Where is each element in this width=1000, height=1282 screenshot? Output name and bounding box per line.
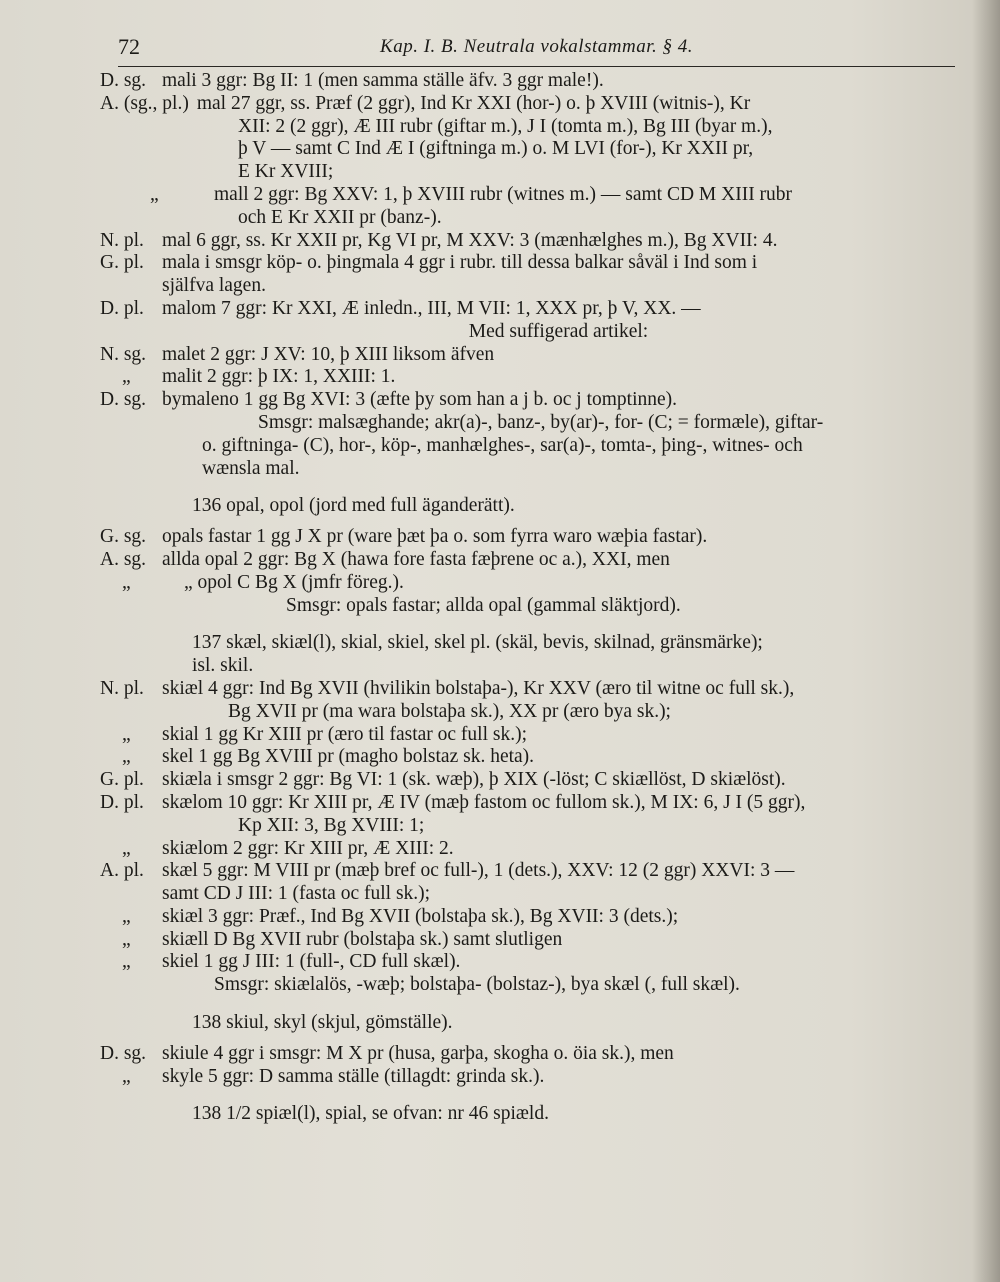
line-text: skel 1 gg Bg XVIII pr (magho bolstaz sk. heta). — [162, 746, 535, 768]
line-text: mali 3 ggr: Bg II: 1 (men samma ställe äfv. 3 ggr male!). — [162, 70, 604, 91]
page-body — [100, 70, 955, 1134]
entry-line — [100, 572, 955, 595]
entry-line — [100, 549, 955, 572]
entry-line — [100, 275, 955, 298]
entry-line — [100, 207, 955, 230]
line-text: 137 skæl, skiæl(l), skial, skiel, skel pl. (skäl, bevis, skilnad, gränsmärke); — [192, 632, 763, 654]
entry-line — [100, 184, 955, 207]
line-text: skælom 10 ggr: Kr XIII pr, Æ IV (mæþ fastom oc fullom sk.), M IX: 6, J I (5 ggr), — [162, 791, 806, 813]
case-label: N. sg. — [100, 343, 147, 365]
case-label: A. pl. — [100, 860, 144, 882]
ditto-mark: „ — [122, 1065, 131, 1087]
case-label: N. pl. — [100, 677, 144, 699]
line-text: skiæl 3 ggr: Præf., Ind Bg XVII (bolstaþa sk.), Bg XVII: 3 (dets.); — [162, 905, 679, 927]
entry-line — [100, 746, 955, 769]
section-subheading — [100, 321, 955, 344]
line-text: 136 opal, opol (jord med full äganderätt). — [192, 495, 515, 517]
case-label: N. pl. — [100, 229, 144, 251]
line-text: isl. skil. — [192, 655, 254, 677]
entry-line — [100, 792, 955, 815]
entry-line — [100, 389, 955, 412]
case-label: D. sg. — [100, 70, 147, 91]
line-text: Smsgr: opals fastar; allda opal (gammal släktjord). — [286, 594, 681, 616]
ditto-mark: „ — [122, 905, 131, 927]
line-text: skial 1 gg Kr XIII pr (æro til fastar oc full sk.); — [162, 723, 527, 745]
ditto-mark: „ — [122, 366, 131, 388]
line-text: „ opol C Bg X (jmfr föreg.). — [184, 571, 404, 593]
line-text: bymaleno 1 gg Bg XVI: 3 (æfte þy som han a j b. oc j tomptinne). — [162, 389, 678, 411]
line-text: skiule 4 ggr i smsgr: M X pr (husa, garþa, skogha o. öia sk.), men — [162, 1042, 674, 1064]
entry-line — [100, 860, 955, 883]
entry-line — [100, 526, 955, 549]
line-text: samt CD J III: 1 (fasta oc full sk.); — [162, 883, 431, 905]
entry-line — [100, 815, 955, 838]
ditto-mark: „ — [122, 951, 131, 973]
case-label: G. pl. — [100, 769, 144, 791]
case-label: D. pl. — [100, 297, 144, 319]
entry-line — [100, 701, 955, 724]
headword-138-half — [100, 1103, 955, 1126]
entry-line — [100, 769, 955, 792]
line-text: þ V — samt C Ind Æ I (giftninga m.) o. M LVI (for-), Kr XXII pr, — [238, 138, 754, 160]
line-text: skiæl 4 ggr: Ind Bg XVII (hvilikin bolstaþa-), Kr XXV (æro til witne oc full sk.), — [162, 677, 795, 699]
ditto-mark: „ — [150, 183, 159, 205]
entry-line — [100, 655, 955, 678]
line-text: E Kr XVIII; — [238, 161, 334, 183]
line-text: mala i smsgr köp- o. þingmala 4 ggr i rubr. till dessa balkar såväl i Ind som i — [162, 252, 758, 274]
line-text: XII: 2 (2 ggr), Æ III rubr (giftar m.), J I (tomta m.), Bg III (byar m.), — [238, 115, 773, 137]
case-label: G. pl. — [100, 252, 144, 274]
entry-line — [100, 906, 955, 929]
entry-line — [100, 298, 955, 321]
entry-line — [100, 412, 955, 435]
entry-line — [100, 435, 955, 458]
line-text: allda opal 2 ggr: Bg X (hawa fore fasta fæþrene oc a.), XXI, men — [162, 548, 670, 570]
line-text: mal 6 ggr, ss. Kr XXII pr, Kg VI pr, M XXV: 3 (mænhælghes m.), Bg XVII: 4. — [162, 229, 778, 251]
entry-line — [100, 595, 955, 618]
entry-line — [100, 230, 955, 253]
case-label: D. sg. — [100, 1042, 147, 1064]
line-text: Smsgr: skiælalös, -wæþ; bolstaþa- (bolstaz-), bya skæl (, full skæl). — [214, 974, 740, 996]
entry-line — [100, 1043, 955, 1066]
line-text: mall 2 ggr: Bg XXV: 1, þ XVIII rubr (witnes m.) — samt CD M XIII rubr — [214, 183, 793, 205]
line-text: Kp XII: 3, Bg XVIII: 1; — [238, 814, 425, 836]
line-text: mal 27 ggr, ss. Præf (2 ggr), Ind Kr XXI (hor-) o. þ XVIII (witnis-), Kr — [196, 92, 751, 114]
header-rule — [118, 66, 955, 67]
case-label: D. pl. — [100, 791, 144, 813]
line-text: och E Kr XXII pr (banz-). — [238, 206, 442, 228]
entry-line — [100, 161, 955, 184]
running-head: Kap. I. B. Neutrala vokalstammar. § 4. — [380, 36, 693, 57]
entry-line — [100, 344, 955, 367]
ditto-mark: „ — [122, 746, 131, 768]
case-label: D. sg. — [100, 389, 147, 411]
line-text: skyle 5 ggr: D samma ställe (tillagdt: grinda sk.). — [162, 1065, 545, 1087]
entry-line — [100, 724, 955, 747]
case-label: G. sg. — [100, 526, 147, 548]
line-text: skiel 1 gg J III: 1 (full-, CD full skæl). — [162, 951, 461, 973]
page-header — [118, 34, 955, 64]
entry-line — [100, 1066, 955, 1089]
entry-line — [100, 93, 955, 116]
page-number: 72 — [118, 34, 140, 59]
case-label: A. (sg., pl.) — [100, 92, 189, 114]
ditto-mark: „ — [122, 837, 131, 859]
entry-line — [100, 929, 955, 952]
entry-line — [100, 883, 955, 906]
entry-line — [100, 974, 955, 997]
ditto-mark: „ — [122, 571, 131, 593]
line-text: malet 2 ggr: J XV: 10, þ XIII liksom äfven — [162, 343, 495, 365]
entry-line — [100, 70, 955, 93]
line-text: 138 skiul, skyl (skjul, gömställe). — [192, 1012, 453, 1034]
line-text: skiælom 2 ggr: Kr XIII pr, Æ XIII: 2. — [162, 837, 454, 859]
line-text: Smsgr: malsæghande; akr(a)-, banz-, by(ar)-, for- (C; = formæle), giftar- — [258, 411, 824, 433]
line-text: opals fastar 1 gg J X pr (ware þæt þa o. som fyrra waro wæþia fastar). — [162, 526, 708, 548]
line-text: skæl 5 ggr: M VIII pr (mæþ bref oc full-), 1 (dets.), XXV: 12 (2 ggr) XXVI: 3 — — [162, 860, 795, 882]
entry-line — [100, 458, 955, 481]
entry-line — [100, 678, 955, 701]
ditto-mark: „ — [122, 723, 131, 745]
line-text: 138 1/2 spiæl(l), spial, se ofvan: nr 46 spiæld. — [192, 1103, 549, 1125]
line-text: o. giftninga- (C), hor-, köp-, manhælghes-, sar(a)-, tomta-, þing-, witnes- och — [202, 434, 803, 456]
entry-line — [100, 116, 955, 139]
page-binding-shadow — [972, 0, 1000, 1282]
entry-line — [100, 838, 955, 861]
line-text: skiæla i smsgr 2 ggr: Bg VI: 1 (sk. wæþ), þ XIX (-löst; C skiællöst, D skiælöst). — [162, 769, 786, 791]
line-text: Med suffigerad artikel: — [468, 320, 649, 342]
headword-136 — [100, 495, 955, 518]
entry-line — [100, 951, 955, 974]
entry-line — [100, 252, 955, 275]
line-text: malit 2 ggr: þ IX: 1, XXIII: 1. — [162, 366, 396, 388]
entry-line — [100, 138, 955, 161]
ditto-mark: „ — [122, 928, 131, 950]
line-text: själfva lagen. — [162, 275, 266, 297]
line-text: wænsla mal. — [202, 457, 300, 479]
entry-line — [100, 366, 955, 389]
line-text: Bg XVII pr (ma wara bolstaþa sk.), XX pr (æro bya sk.); — [228, 700, 671, 722]
headword-138 — [100, 1012, 955, 1035]
line-text: skiæll D Bg XVII rubr (bolstaþa sk.) samt slutligen — [162, 928, 563, 950]
headword-137 — [100, 632, 955, 655]
line-text: malom 7 ggr: Kr XXI, Æ inledn., III, M VII: 1, XXX pr, þ V, XX. — — [162, 297, 701, 319]
case-label: A. sg. — [100, 548, 147, 570]
